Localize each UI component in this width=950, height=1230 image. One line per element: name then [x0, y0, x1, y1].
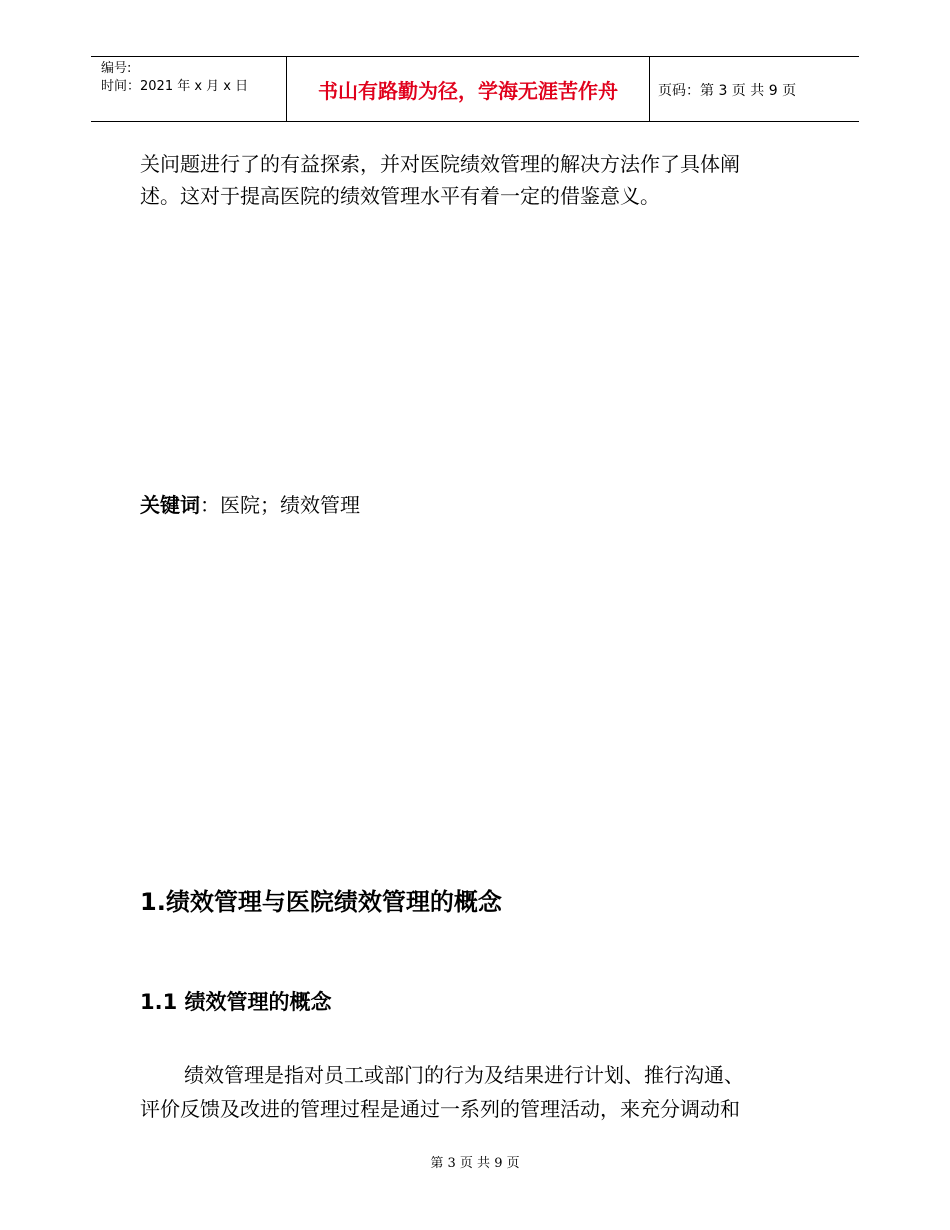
keywords-label: 关键词 — [140, 493, 200, 517]
section-heading-1: 1.绩效管理与医院绩效管理的概念 — [140, 888, 502, 916]
body-line-1: 绩效管理是指对员工或部门的行为及结果进行计划、推行沟通、 — [184, 1063, 744, 1087]
header-info-cell — [91, 57, 286, 121]
keywords-line — [140, 491, 360, 519]
header-table — [91, 56, 859, 122]
header-motto-cell — [286, 57, 650, 121]
page-code: 页码：第 3 页 共 9 页 — [658, 83, 797, 99]
page-footer: 第 3 页 共 9 页 — [430, 1156, 520, 1171]
document-time: 时间：2021 年 x 月 x 日 — [101, 79, 249, 94]
motto-text: 书山有路勤为径，学海无涯苦作舟 — [318, 79, 618, 103]
keywords-value: 医院；绩效管理 — [220, 493, 360, 517]
body-line-2: 评价反馈及改进的管理过程是通过一系列的管理活动，来充分调动和 — [140, 1097, 740, 1121]
intro-line-1: 关问题进行了的有益探索，并对医院绩效管理的解决方法作了具体阐 — [140, 152, 740, 176]
section-heading-1-1: 1.1 绩效管理的概念 — [140, 990, 332, 1014]
keywords-separator: ： — [200, 493, 220, 517]
document-number-label: 编号: — [101, 61, 132, 76]
intro-line-2: 述。这对于提高医院的绩效管理水平有着一定的借鉴意义。 — [140, 184, 660, 208]
header-page-cell — [650, 57, 859, 121]
